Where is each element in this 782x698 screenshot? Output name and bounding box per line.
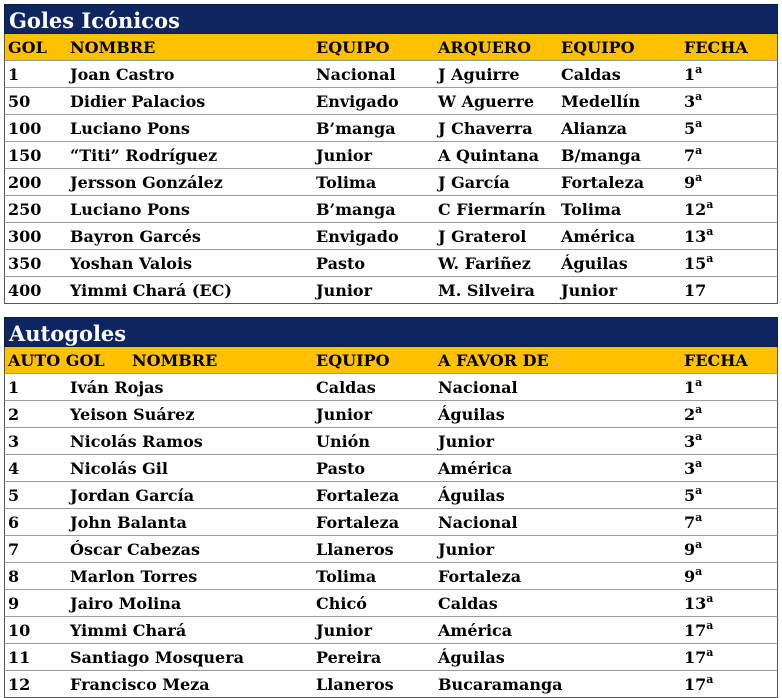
header-equipo: EQUIPO — [316, 38, 390, 57]
fecha-cell — [684, 590, 713, 617]
table-row — [4, 616, 778, 643]
player-team: Nacional — [316, 65, 396, 84]
player-team: B’manga — [316, 119, 396, 138]
beneficiary-team: Junior — [438, 540, 495, 559]
beneficiary-team: Águilas — [438, 486, 505, 505]
table-row — [4, 222, 778, 249]
player-team: Llaneros — [316, 540, 394, 559]
table-row — [4, 373, 778, 400]
fecha-ordinal: a — [695, 90, 703, 103]
autogoles-table — [4, 317, 778, 698]
player-team: Fortaleza — [316, 513, 400, 532]
goalkeeper-team: Águilas — [561, 254, 628, 273]
player-name: Francisco Meza — [70, 675, 210, 694]
player-team: Pasto — [316, 254, 366, 273]
fecha-number: 7 — [684, 513, 696, 532]
fecha-cell — [684, 509, 702, 536]
header-a-favor-de: A FAVOR DE — [438, 351, 549, 370]
player-name: Yimmi Chará — [70, 621, 187, 640]
fecha-number: 1 — [684, 65, 696, 84]
gol-number: 400 — [8, 281, 42, 300]
fecha-cell — [684, 374, 702, 401]
fecha-cell — [684, 563, 702, 590]
player-team: Junior — [316, 621, 373, 640]
goalkeeper-name: J Aguirre — [438, 65, 520, 84]
player-name: Yeison Suárez — [70, 405, 195, 424]
header-nombre: NOMBRE — [132, 351, 218, 370]
beneficiary-team: Junior — [438, 432, 495, 451]
fecha-number: 5 — [684, 486, 696, 505]
table-row — [4, 168, 778, 195]
fecha-cell — [684, 250, 713, 277]
fecha-number: 1 — [684, 378, 696, 397]
header-auto-gol: AUTO GOL — [8, 351, 105, 370]
player-name: Óscar Cabezas — [70, 540, 200, 559]
fecha-number: 17 — [684, 281, 707, 300]
auto-gol-number: 3 — [8, 432, 20, 451]
player-name: Santiago Mosquera — [70, 648, 245, 667]
goles-iconicos-title: Goles Icónicos — [4, 4, 778, 34]
gol-number: 300 — [8, 227, 42, 246]
player-team: Tolima — [316, 567, 377, 586]
fecha-number: 9 — [684, 173, 696, 192]
table-row — [4, 276, 778, 304]
auto-gol-number: 12 — [8, 675, 31, 694]
fecha-cell — [684, 455, 702, 482]
fecha-number: 3 — [684, 459, 696, 478]
beneficiary-team: Bucaramanga — [438, 675, 563, 694]
fecha-ordinal: a — [706, 646, 714, 659]
beneficiary-team: Águilas — [438, 405, 505, 424]
auto-gol-number: 8 — [8, 567, 20, 586]
fecha-cell — [684, 401, 702, 428]
fecha-number: 9 — [684, 567, 696, 586]
goalkeeper-name: J Graterol — [438, 227, 527, 246]
player-name: Didier Palacios — [70, 92, 206, 111]
player-name: Nicolás Ramos — [70, 432, 203, 451]
player-name: Yimmi Chará (EC) — [70, 281, 232, 300]
fecha-cell — [684, 644, 713, 671]
player-name: Marlon Torres — [70, 567, 198, 586]
goalkeeper-name: J García — [438, 173, 510, 192]
player-team: Unión — [316, 432, 370, 451]
player-team: Pereira — [316, 648, 382, 667]
fecha-number: 3 — [684, 92, 696, 111]
table-row — [4, 400, 778, 427]
fecha-ordinal: a — [706, 252, 714, 265]
goalkeeper-name: W Aguerre — [438, 92, 534, 111]
header-fecha: FECHA — [684, 38, 748, 57]
goles-iconicos-table — [4, 4, 778, 304]
fecha-cell — [684, 196, 713, 223]
fecha-ordinal: a — [695, 538, 703, 551]
goalkeeper-name: J Chaverra — [438, 119, 533, 138]
goalkeeper-name: M. Silveira — [438, 281, 535, 300]
auto-gol-number: 4 — [8, 459, 20, 478]
table-row — [4, 60, 778, 87]
table-row — [4, 195, 778, 222]
auto-gol-number: 2 — [8, 405, 20, 424]
fecha-number: 5 — [684, 119, 696, 138]
header-fecha: FECHA — [684, 351, 748, 370]
fecha-ordinal: a — [706, 619, 714, 632]
fecha-number: 12 — [684, 200, 707, 219]
gol-number: 150 — [8, 146, 42, 165]
beneficiary-team: Caldas — [438, 594, 498, 613]
fecha-ordinal: a — [706, 225, 714, 238]
table-row — [4, 481, 778, 508]
goalkeeper-team: B/manga — [561, 146, 641, 165]
fecha-ordinal: a — [695, 430, 703, 443]
table-row — [4, 643, 778, 670]
player-team: Fortaleza — [316, 486, 400, 505]
fecha-number: 9 — [684, 540, 696, 559]
player-team: Junior — [316, 405, 373, 424]
goalkeeper-team: Junior — [561, 281, 618, 300]
table-row — [4, 535, 778, 562]
beneficiary-team: Águilas — [438, 648, 505, 667]
player-team: Llaneros — [316, 675, 394, 694]
gol-number: 1 — [8, 65, 20, 84]
fecha-ordinal: a — [695, 484, 703, 497]
player-team: Pasto — [316, 459, 366, 478]
fecha-ordinal: a — [695, 376, 703, 389]
player-name: Nicolás Gil — [70, 459, 168, 478]
fecha-cell — [684, 142, 702, 169]
beneficiary-team: Nacional — [438, 513, 518, 532]
fecha-number: 15 — [684, 254, 707, 273]
player-team: B’manga — [316, 200, 396, 219]
player-name: Yoshan Valois — [70, 254, 193, 273]
player-name: Iván Rojas — [70, 378, 164, 397]
player-team: Envigado — [316, 92, 399, 111]
header-nombre: NOMBRE — [70, 38, 156, 57]
player-name: “Titi” Rodríguez — [70, 146, 218, 165]
table-row — [4, 508, 778, 535]
fecha-number: 17 — [684, 648, 707, 667]
fecha-number: 7 — [684, 146, 696, 165]
fecha-ordinal: a — [695, 117, 703, 130]
auto-gol-number: 5 — [8, 486, 20, 505]
goalkeeper-team: Medellín — [561, 92, 641, 111]
beneficiary-team: Nacional — [438, 378, 518, 397]
player-name: Joan Castro — [70, 65, 175, 84]
goalkeeper-team: América — [561, 227, 636, 246]
header-arquero: ARQUERO — [438, 38, 532, 57]
goalkeeper-team: Tolima — [561, 200, 622, 219]
player-team: Tolima — [316, 173, 377, 192]
beneficiary-team: América — [438, 459, 513, 478]
player-team: Junior — [316, 281, 373, 300]
header-gol: GOL — [8, 38, 47, 57]
player-name: John Balanta — [70, 513, 187, 532]
fecha-ordinal: a — [695, 511, 703, 524]
fecha-cell — [684, 617, 713, 644]
fecha-cell — [684, 115, 702, 142]
player-name: Jairo Molina — [70, 594, 182, 613]
fecha-cell — [684, 88, 702, 115]
auto-gol-number: 6 — [8, 513, 20, 532]
table-row — [4, 87, 778, 114]
table-row — [4, 249, 778, 276]
gol-number: 200 — [8, 173, 42, 192]
table-row — [4, 114, 778, 141]
fecha-ordinal: a — [695, 171, 703, 184]
autogoles-body — [4, 373, 778, 698]
fecha-ordinal: a — [706, 198, 714, 211]
gol-number: 250 — [8, 200, 42, 219]
fecha-cell — [684, 61, 702, 88]
table-row — [4, 454, 778, 481]
fecha-ordinal: a — [706, 673, 714, 686]
fecha-ordinal: a — [695, 457, 703, 470]
auto-gol-number: 10 — [8, 621, 31, 640]
fecha-number: 3 — [684, 432, 696, 451]
auto-gol-number: 7 — [8, 540, 20, 559]
goalkeeper-name: C Fiermarín — [438, 200, 546, 219]
player-team: Junior — [316, 146, 373, 165]
player-team: Chicó — [316, 594, 367, 613]
player-name: Jersson González — [70, 173, 223, 192]
autogoles-title: Autogoles — [4, 317, 778, 347]
gol-number: 50 — [8, 92, 31, 111]
player-name: Luciano Pons — [70, 200, 190, 219]
player-team: Caldas — [316, 378, 376, 397]
fecha-cell — [684, 169, 702, 196]
auto-gol-number: 9 — [8, 594, 20, 613]
player-name: Luciano Pons — [70, 119, 190, 138]
fecha-ordinal: a — [695, 144, 703, 157]
header-equipo-arquero: EQUIPO — [561, 38, 635, 57]
gol-number: 350 — [8, 254, 42, 273]
goles-header-row — [4, 34, 778, 60]
gol-number: 100 — [8, 119, 42, 138]
player-team: Envigado — [316, 227, 399, 246]
autogoles-header-row — [4, 347, 778, 373]
player-name: Jordan García — [70, 486, 195, 505]
fecha-ordinal: a — [695, 565, 703, 578]
fecha-cell — [684, 277, 706, 304]
fecha-number: 2 — [684, 405, 696, 424]
header-equipo: EQUIPO — [316, 351, 390, 370]
fecha-cell — [684, 428, 702, 455]
fecha-ordinal: a — [695, 403, 703, 416]
fecha-cell — [684, 536, 702, 563]
goalkeeper-name: W. Fariñez — [438, 254, 531, 273]
fecha-ordinal: a — [695, 63, 703, 76]
auto-gol-number: 1 — [8, 378, 20, 397]
auto-gol-number: 11 — [8, 648, 31, 667]
table-row — [4, 427, 778, 454]
fecha-number: 17 — [684, 675, 707, 694]
beneficiary-team: América — [438, 621, 513, 640]
goalkeeper-team: Caldas — [561, 65, 621, 84]
goalkeeper-name: A Quintana — [438, 146, 540, 165]
goalkeeper-team: Fortaleza — [561, 173, 645, 192]
player-name: Bayron Garcés — [70, 227, 201, 246]
goalkeeper-team: Alianza — [561, 119, 628, 138]
table-row — [4, 670, 778, 698]
fecha-number: 17 — [684, 621, 707, 640]
fecha-number: 13 — [684, 227, 707, 246]
goles-body — [4, 60, 778, 304]
table-row — [4, 562, 778, 589]
fecha-number: 13 — [684, 594, 707, 613]
beneficiary-team: Fortaleza — [438, 567, 522, 586]
fecha-cell — [684, 482, 702, 509]
table-row — [4, 589, 778, 616]
fecha-ordinal: a — [706, 592, 714, 605]
fecha-cell — [684, 223, 713, 250]
table-row — [4, 141, 778, 168]
fecha-cell — [684, 671, 713, 698]
